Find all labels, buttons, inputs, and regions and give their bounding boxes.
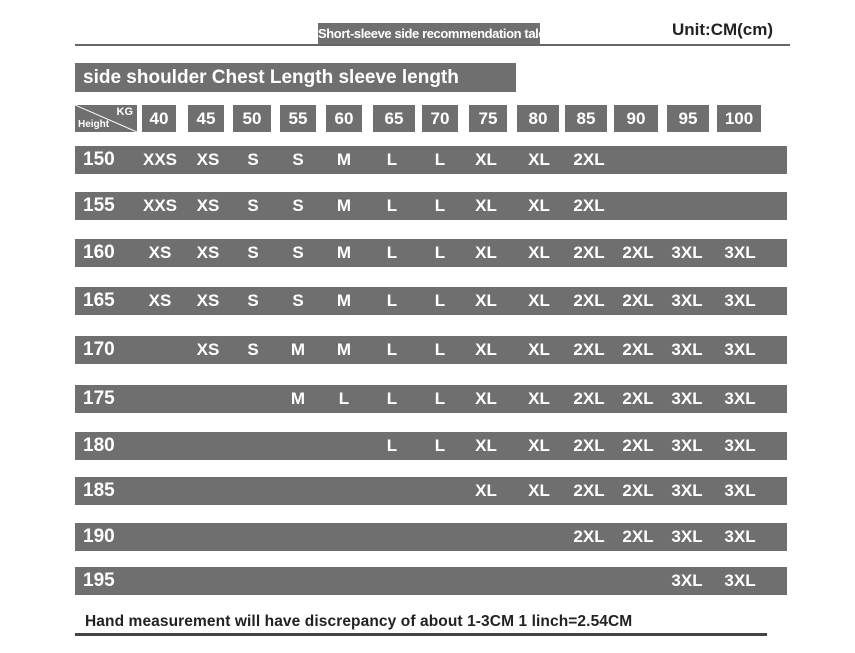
- size-cell: XS: [148, 291, 172, 310]
- size-cell: S: [247, 150, 259, 169]
- size-cell: 3XL: [724, 340, 756, 359]
- size-cell: 2XL: [573, 243, 605, 262]
- size-cell: XL: [475, 389, 497, 408]
- size-cell: XL: [475, 291, 497, 310]
- size-cell: 3XL: [724, 389, 756, 408]
- height-value: 175: [83, 388, 115, 409]
- size-cell: XL: [475, 340, 497, 359]
- size-cell: L: [434, 291, 446, 310]
- size-cell: L: [386, 436, 398, 455]
- kg-label: KG: [116, 106, 133, 118]
- weight-75-header: 75: [469, 105, 507, 132]
- size-cell: 2XL: [573, 196, 605, 215]
- size-cell: XL: [528, 243, 550, 262]
- size-cell: 3XL: [671, 340, 703, 359]
- size-cell: L: [386, 291, 398, 310]
- height-value: 180: [83, 435, 115, 456]
- weight-100-header: 100: [717, 105, 761, 132]
- measurement-subheader: side shoulder Chest Length sleeve length: [75, 63, 516, 92]
- size-cell: 2XL: [573, 527, 605, 546]
- footer-note: Hand measurement will have discrepancy of about 1-3CM 1 linch=2.54CM: [85, 613, 633, 630]
- weight-95-header: 95: [667, 105, 709, 132]
- size-cell: 3XL: [671, 527, 703, 546]
- height-label: Height: [78, 119, 110, 130]
- size-cell: 2XL: [573, 150, 605, 169]
- size-cell: 2XL: [573, 340, 605, 359]
- height-value: 190: [83, 526, 115, 547]
- size-cell: 3XL: [671, 243, 703, 262]
- size-cell: M: [336, 291, 352, 310]
- size-cell: 3XL: [671, 481, 703, 500]
- size-cell: 2XL: [622, 527, 654, 546]
- size-cell: 2XL: [573, 481, 605, 500]
- size-cell: XL: [528, 389, 550, 408]
- size-cell: 2XL: [622, 436, 654, 455]
- height-row-165: [75, 287, 787, 315]
- size-cell: XS: [196, 291, 220, 310]
- weight-40-header: 40: [142, 105, 176, 132]
- height-row-180: [75, 432, 787, 460]
- size-cell: 2XL: [622, 243, 654, 262]
- size-cell: XS: [196, 340, 220, 359]
- height-row-150: [75, 146, 787, 174]
- size-cell: XL: [528, 340, 550, 359]
- size-cell: 2XL: [622, 481, 654, 500]
- size-cell: 3XL: [671, 291, 703, 310]
- weight-60-header: 60: [326, 105, 362, 132]
- size-cell: XXS: [142, 150, 178, 169]
- size-cell: L: [434, 340, 446, 359]
- size-cell: 3XL: [724, 571, 756, 590]
- weight-45-header: 45: [188, 105, 224, 132]
- weight-90-header: 90: [614, 105, 658, 132]
- size-cell: L: [434, 389, 446, 408]
- height-row-160: [75, 239, 787, 267]
- height-value: 195: [83, 570, 115, 591]
- size-cell: 2XL: [573, 389, 605, 408]
- size-cell: 3XL: [671, 571, 703, 590]
- size-cell: 2XL: [622, 389, 654, 408]
- size-cell: S: [247, 291, 259, 310]
- size-cell: 3XL: [724, 436, 756, 455]
- weight-55-header: 55: [280, 105, 316, 132]
- size-cell: S: [292, 291, 304, 310]
- weight-70-header: 70: [422, 105, 458, 132]
- size-cell: M: [290, 389, 306, 408]
- size-cell: XL: [528, 291, 550, 310]
- size-cell: M: [336, 243, 352, 262]
- size-cell: 3XL: [724, 243, 756, 262]
- bottom-rule: [75, 633, 767, 636]
- size-cell: 3XL: [724, 481, 756, 500]
- size-cell: XL: [475, 481, 497, 500]
- size-cell: XL: [475, 150, 497, 169]
- size-cell: S: [247, 196, 259, 215]
- weight-85-header: 85: [565, 105, 607, 132]
- size-cell: 3XL: [671, 436, 703, 455]
- height-row-155: [75, 192, 787, 220]
- size-cell: XL: [475, 436, 497, 455]
- size-cell: XXS: [142, 196, 178, 215]
- size-cell: L: [434, 243, 446, 262]
- size-cell: L: [386, 243, 398, 262]
- height-row-170: [75, 336, 787, 364]
- size-cell: XL: [528, 196, 550, 215]
- size-cell: S: [292, 196, 304, 215]
- size-cell: M: [336, 150, 352, 169]
- size-cell: L: [434, 196, 446, 215]
- unit-label: Unit:CM(cm): [672, 20, 774, 39]
- table-title: Short-sleeve side recommendation tale: [318, 23, 540, 44]
- height-value: 155: [83, 195, 115, 216]
- size-cell: L: [386, 340, 398, 359]
- size-cell: XL: [528, 150, 550, 169]
- size-cell: L: [386, 150, 398, 169]
- size-cell: 2XL: [622, 340, 654, 359]
- size-cell: XL: [475, 196, 497, 215]
- size-cell: 2XL: [622, 291, 654, 310]
- size-cell: L: [338, 389, 350, 408]
- height-value: 150: [83, 149, 115, 170]
- height-kg-corner: [75, 105, 137, 132]
- size-cell: XS: [196, 196, 220, 215]
- height-row-190: [75, 523, 787, 551]
- size-cell: S: [247, 340, 259, 359]
- size-cell: L: [434, 436, 446, 455]
- size-cell: S: [292, 150, 304, 169]
- size-cell: M: [336, 196, 352, 215]
- height-value: 165: [83, 290, 115, 311]
- size-cell: 3XL: [671, 389, 703, 408]
- weight-65-header: 65: [373, 105, 415, 132]
- size-cell: S: [292, 243, 304, 262]
- size-cell: XS: [148, 243, 172, 262]
- size-cell: XL: [528, 436, 550, 455]
- height-row-175: [75, 385, 787, 413]
- size-cell: XS: [196, 150, 220, 169]
- size-cell: XL: [528, 481, 550, 500]
- height-value: 160: [83, 242, 115, 263]
- size-cell: S: [247, 243, 259, 262]
- height-row-195: [75, 567, 787, 595]
- height-value: 185: [83, 480, 115, 501]
- height-row-185: [75, 477, 787, 505]
- size-cell: 2XL: [573, 291, 605, 310]
- size-cell: 2XL: [573, 436, 605, 455]
- top-rule: [75, 44, 790, 46]
- size-cell: L: [434, 150, 446, 169]
- size-cell: 3XL: [724, 291, 756, 310]
- size-cell: XS: [196, 243, 220, 262]
- size-cell: XL: [475, 243, 497, 262]
- height-value: 170: [83, 339, 115, 360]
- weight-80-header: 80: [517, 105, 559, 132]
- size-cell: M: [336, 340, 352, 359]
- size-cell: 3XL: [724, 527, 756, 546]
- size-cell: M: [290, 340, 306, 359]
- size-cell: L: [386, 389, 398, 408]
- size-cell: L: [386, 196, 398, 215]
- weight-50-header: 50: [233, 105, 271, 132]
